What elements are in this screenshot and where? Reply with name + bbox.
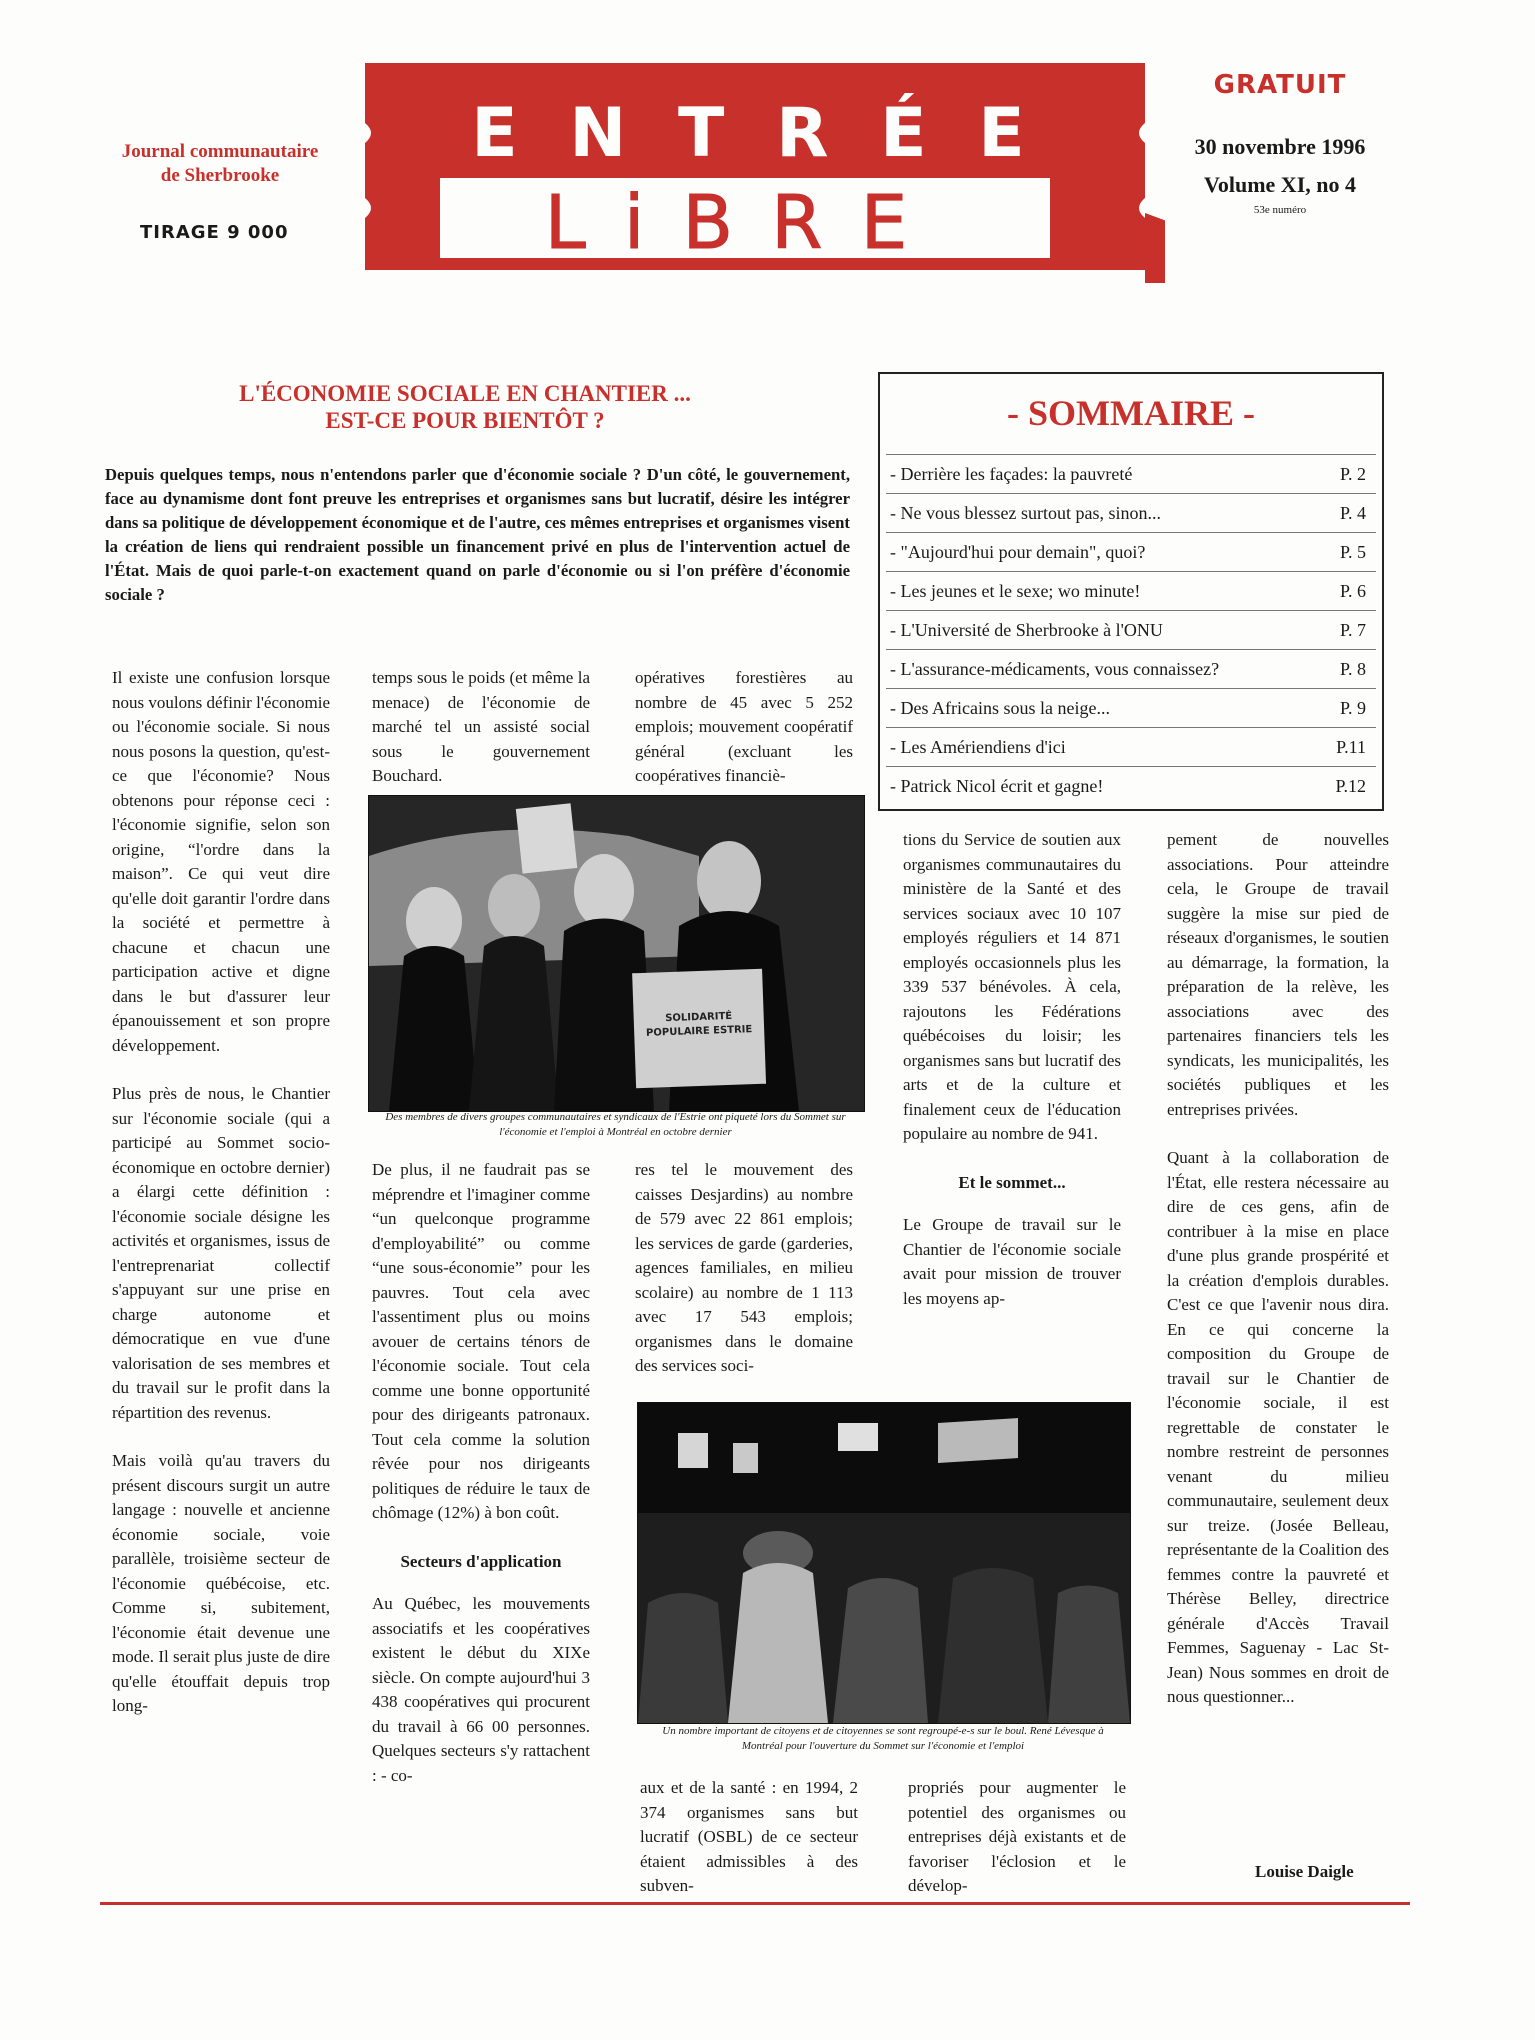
col1-paragraph: Il existe une confusion lorsque nous voulons définir l'économie ou l'économie sociale. Si nous nous posons la question, qu'est-ce que l'économie? Nous obtenons pour réponse ceci : l'économie signifie, selon son origine, “l'ordre dans la maison”. Ce qui veut dire qu'elle doit garantir l'ordre dans la société et permettre à chacune et chacun une participation active et digne dans le but d'assurer leur épanouissement et son propre développement.	[112, 668, 330, 1055]
article-headline	[195, 380, 735, 434]
headline-line-1: L'ÉCONOMIE SOCIALE EN CHANTIER ...	[239, 381, 691, 406]
tirage-label: TIRAGE 9 000	[140, 222, 289, 243]
column-3-bottom: aux et de la santé : en 1994, 2 374 organismes sans but lucratif (OSBL) de ce secteur étaient admissibles à des subven-	[640, 1778, 858, 1895]
column-2-top: temps sous le poids (et même la menace) de l'économie de marché tel un assisté social sous le gouvernement Bouchard.	[372, 668, 590, 785]
journal-subtitle	[95, 140, 345, 188]
masthead-logo	[345, 38, 1165, 288]
col5-paragraph: Quant à la collaboration de l'État, elle restera nécessaire au dire de ces gens, afin de contribuer à la mise en place d'une plus grande prospérité et la création d'emplois durables. C'est ce que l'avenir nous dira. En ce qui concerne la composition du Groupe de travail sur le Chantier de l'économie sociale, il est regrettable de constater le nombre restreint de personnes venant du milieu communautaire, seulement deux sur treize. (Josée Belleau, représentante de la Coalition des femmes contre la pauvreté et Thérèse Belley, directrice générale d'Accès Travail Femmes, Saguenay - Lac St-Jean) Nous sommes en droit de nous questionner...	[1167, 1148, 1389, 1706]
column-2-bottom	[372, 1158, 590, 1788]
issue-date: 30 novembre 1996	[1194, 134, 1366, 159]
sommaire-item[interactable]: - L'assurance-médicaments, vous connaissez? P. 8	[886, 649, 1376, 688]
protest-photo-2	[637, 1402, 1131, 1724]
issue-number: 53e numéro	[1253, 204, 1307, 216]
photo2-caption: Un nombre important de citoyens et de citoyennes se sont regroupé-e-s sur le boul. René Lévesque à Montréal pour l'ouverture du Sommet sur l'économie et l'emploi	[662, 1725, 1104, 1752]
sommaire-item[interactable]: - Des Africains sous la neige... P. 9	[886, 688, 1376, 727]
column-4	[903, 828, 1121, 1311]
logo-title-bottom: LiBRE	[544, 180, 946, 266]
column-1	[112, 666, 330, 1719]
column-4-bottom: propriés pour augmenter le potentiel des organismes ou entreprises déjà existants et de favoriser l'éclosion et le dévelop-	[908, 1778, 1126, 1895]
column-3-top: opératives forestières au nombre de 45 avec 5 252 emplois; mouvement coopératif général (excluant les coopératives financiè-	[635, 668, 853, 785]
journal-line-1: Journal communautaire	[121, 141, 319, 162]
author-signature: Louise Daigle	[1255, 1862, 1354, 1881]
sommaire-item[interactable]: - "Aujourd'hui pour demain", quoi? P. 5	[886, 532, 1376, 571]
issue-volume: Volume XI, no 4	[1204, 172, 1356, 197]
protest-photo-1	[368, 795, 865, 1112]
sommaire-item[interactable]: - Ne vous blessez surtout pas, sinon... P. 4	[886, 493, 1376, 532]
column-5	[1167, 828, 1389, 1710]
col1-paragraph: Plus près de nous, le Chantier sur l'économie sociale (qui a participé au Sommet socio-économique en octobre dernier) a élargi cette définition : l'économie sociale désigne les activités et organismes, issus de l'entreprenariat collectif s'appuyant sur une prise en charge autonome et démocratique en vue d'une valorisation de ses membres et du travail sur le profit dans la répartition des revenus.	[112, 1084, 330, 1422]
col4-paragraph: Le Groupe de travail sur le Chantier de l'économie sociale avait pour mission de trouver les moyens ap-	[903, 1215, 1121, 1308]
gratuit-label: GRATUIT	[1213, 70, 1347, 100]
col2-subheading: Secteurs d'application	[400, 1551, 562, 1571]
col2-paragraph: De plus, il ne faudrait pas se méprendre et l'imaginer comme “un quelconque programme d'employabilité” ou comme “une sous-économie” pour les pauvres. Tout cela avec l'assentiment plus ou moins avouer de certains ténors de l'économie sociale. Tout cela comme une bonne opportunité pour des dirigeants patronaux. Tout cela comme la solution rêvée pour nos dirigeants politiques de réduire le taux de chômage (12%) à bon coût.	[372, 1160, 590, 1522]
sommaire-item[interactable]: - Derrière les façades: la pauvreté P. 2	[886, 454, 1376, 493]
sommaire-item[interactable]: - L'Université de Sherbrooke à l'ONU P. 7	[886, 610, 1376, 649]
headline-line-2: EST-CE POUR BIENTÔT ?	[325, 408, 605, 433]
column-3-mid: res tel le mouvement des caisses Desjardins) au nombre de 579 avec 22 861 emplois; les services de garde (garderies, agences familiales, en milieu scolaire) au nombre de 1 113 avec 17 543 emplois; organismes dans le domaine des services soci-	[635, 1160, 853, 1375]
sommaire-list	[886, 454, 1376, 805]
sommaire-box	[878, 372, 1384, 811]
logo-title-top: E N T R É E	[471, 94, 1039, 173]
col2-paragraph: Au Québec, les mouvements associatifs et les coopératives existent le début du XIXe siècle. On compte aujourd'hui 3 438 coopératives qui procurent du travail à 66 00 personnes. Quelques secteurs s'y rattachent : - co-	[372, 1594, 590, 1785]
sommaire-item[interactable]: - Les Amériendiens d'ici P.11	[886, 727, 1376, 766]
bottom-rule	[100, 1902, 1410, 1905]
col4-subheading: Et le sommet...	[958, 1172, 1066, 1192]
photo1-sign-text: SOLIDARITÉ POPULAIRE ESTRIE	[645, 1010, 753, 1039]
sommaire-item[interactable]: - Les jeunes et le sexe; wo minute! P. 6	[886, 571, 1376, 610]
article-lead: Depuis quelques temps, nous n'entendons parler que d'économie sociale ? D'un côté, le gouvernement, face au dynamisme dont font preuve les entreprises et organismes sans but lucratif, désire les intégrer dans sa politique de développement économique et de l'autre, ces mêmes entreprises et organismes visent la création de liens qui rendraient possible un financement privé en plus de l'intervention actuel de l'État. Mais de quoi parle-t-on exactement quand on parle d'économie ou si l'on préfère d'économie sociale ?	[105, 465, 850, 604]
col5-paragraph: pement de nouvelles associations. Pour atteindre cela, le Groupe de travail suggère la mise sur pied de réseaux d'organismes, le soutien au démarrage, la formation, la préparation de la relève, les associations avec des partenaires financiers tels les syndicats, les municipalités, les sociétés publiques et les entreprises privées.	[1167, 830, 1389, 1119]
journal-line-2: de Sherbrooke	[160, 165, 280, 186]
photo1-caption: Des membres de divers groupes communautaires et syndicaux de l'Estrie ont piqueté lors du Sommet sur l'économie et l'emploi à Montréal en octobre dernier	[385, 1111, 846, 1138]
sommaire-item[interactable]: - Patrick Nicol écrit et gagne! P.12	[886, 766, 1376, 805]
col4-paragraph: tions du Service de soutien aux organismes communautaires du ministère de la Santé et des services sociaux avec 10 107 employés réguliers et 14 871 employés occasionnels plus les 339 537 bénévoles. À cela, rajoutons les Fédérations québécoises du loisir; les organismes sans but lucratif des arts et de la culture et finalement ceux de l'éducation populaire au nombre de 941.	[903, 830, 1121, 1143]
sommaire-title: - SOMMAIRE -	[1007, 393, 1255, 433]
issue-info	[1160, 70, 1400, 216]
col1-paragraph: Mais voilà qu'au travers du présent discours surgit un autre langage : nouvelle et ancienne économie sociale, voie parallèle, troisième secteur de l'économie québécoise, etc. Comme si, subitement, l'économie était devenue une mode. Il serait plus juste de dire qu'elle étouffait depuis trop long-	[112, 1451, 330, 1715]
